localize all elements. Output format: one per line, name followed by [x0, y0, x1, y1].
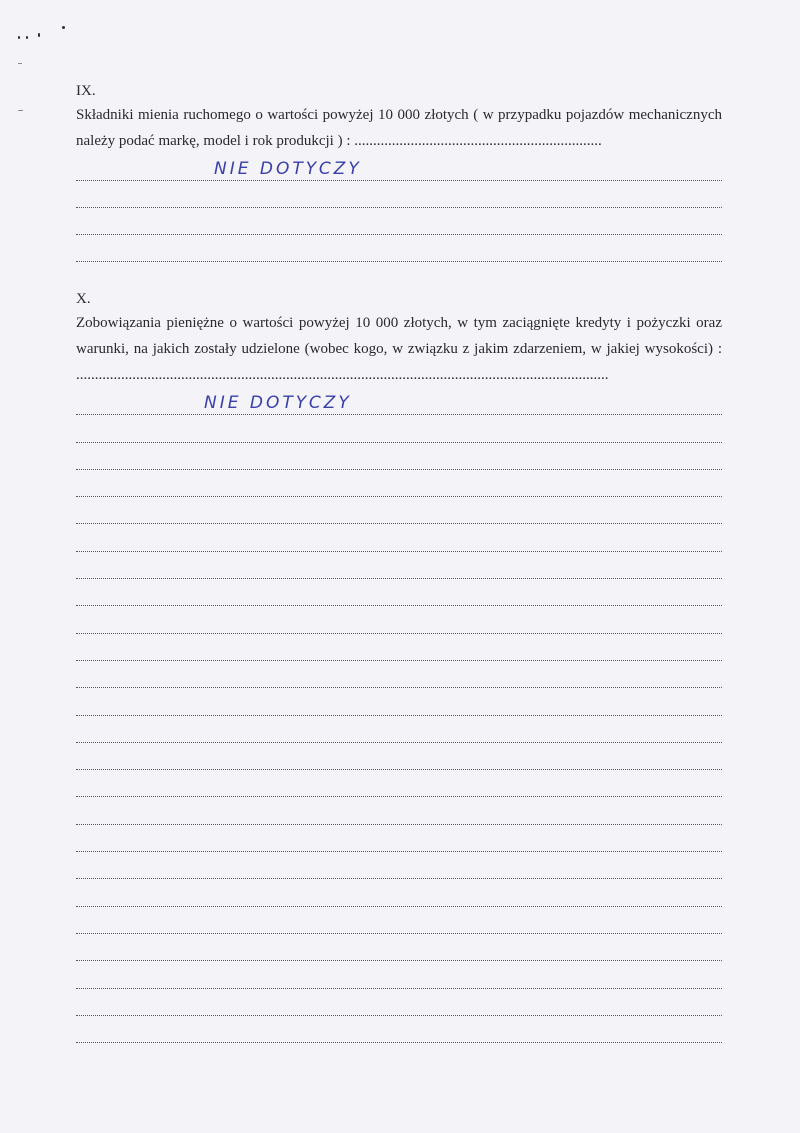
scan-speck — [62, 26, 65, 29]
answer-line[interactable] — [76, 443, 722, 470]
answer-line[interactable] — [76, 552, 722, 579]
section-ix — [76, 82, 722, 262]
answer-line[interactable] — [76, 470, 722, 497]
answer-line[interactable] — [76, 606, 722, 633]
answer-line[interactable] — [76, 235, 722, 262]
answer-line[interactable] — [76, 524, 722, 551]
section-x-text: Zobowiązania pieniężne o wartości powyżej 10 000 złotych, w tym zaciągnięte kredyty i pożyczki oraz warunki, na jakich zostały udzielone (wobec kogo, w związku z jakim zdarzeniem, w jakiej wysokości) : — [76, 315, 722, 357]
section-ix-number: IX. — [76, 83, 96, 99]
section-ix-answer-lines — [76, 154, 722, 262]
section-x-question — [76, 310, 722, 388]
answer-line[interactable] — [76, 415, 722, 442]
section-ix-text: Składniki mienia ruchomego o wartości powyżej 10 000 złotych ( w przypadku pojazdów mechanicznych należy podać markę, model i rok produkcji ) : — [76, 107, 722, 149]
answer-line[interactable] — [76, 579, 722, 606]
answer-line[interactable] — [76, 770, 722, 797]
section-x — [76, 290, 722, 1043]
answer-line[interactable] — [76, 661, 722, 688]
answer-line[interactable] — [76, 634, 722, 661]
answer-line[interactable] — [76, 688, 722, 715]
answer-line[interactable] — [76, 716, 722, 743]
scan-speck — [18, 36, 20, 39]
answer-line[interactable] — [76, 208, 722, 235]
answer-line[interactable] — [76, 797, 722, 824]
answer-line[interactable] — [76, 743, 722, 770]
answer-line[interactable] — [76, 181, 722, 208]
section-x-answer-lines — [76, 388, 722, 1043]
answer-line[interactable] — [76, 989, 722, 1016]
scan-speck — [26, 36, 28, 39]
answer-line[interactable] — [76, 388, 722, 415]
answer-line[interactable] — [76, 154, 722, 181]
answer-line[interactable] — [76, 961, 722, 988]
scan-speck — [38, 33, 40, 37]
answer-line[interactable] — [76, 852, 722, 879]
answer-dots: .................................................................. — [354, 133, 602, 149]
handwritten-answer: NIE DOTYCZY — [204, 393, 352, 414]
answer-line[interactable] — [76, 497, 722, 524]
answer-line[interactable] — [76, 825, 722, 852]
answer-line[interactable] — [76, 879, 722, 906]
section-ix-question — [76, 102, 722, 154]
handwritten-answer: NIE DOTYCZY — [214, 159, 362, 179]
answer-line[interactable] — [76, 1016, 722, 1043]
answer-line[interactable] — [76, 907, 722, 934]
answer-dots: .............................................................................................................................................. — [76, 367, 609, 383]
section-x-number: X. — [76, 291, 91, 307]
scan-speck — [18, 110, 23, 111]
scan-speck — [18, 63, 22, 64]
answer-line[interactable] — [76, 934, 722, 961]
